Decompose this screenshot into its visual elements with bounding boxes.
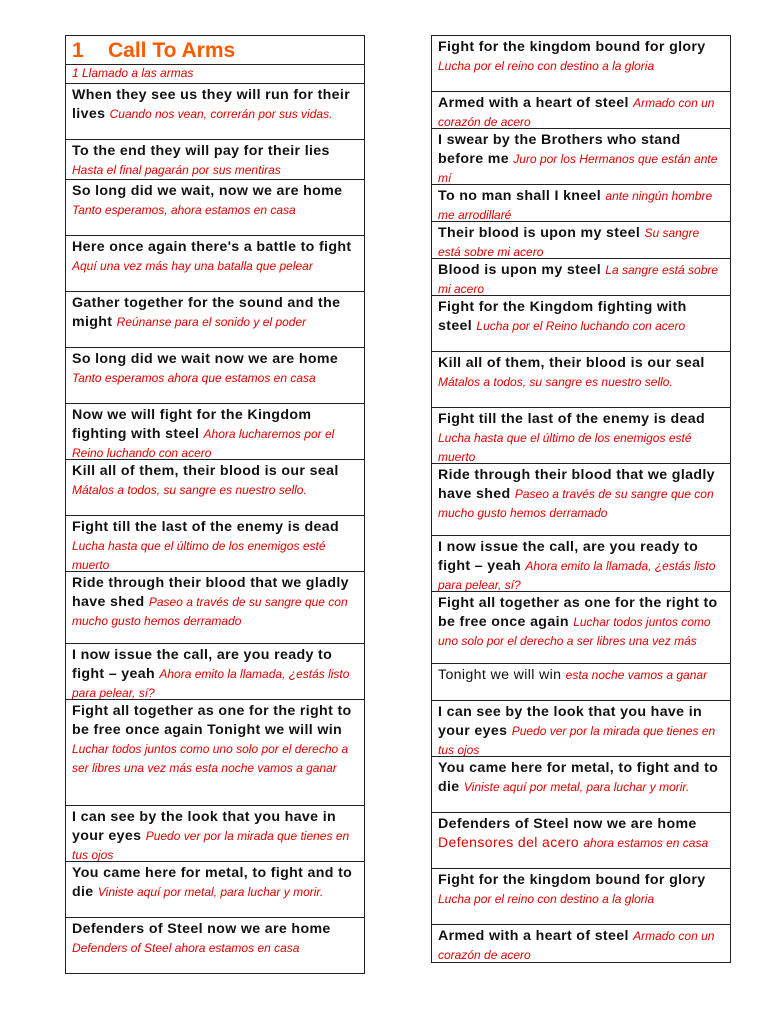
lyric-row (432, 408, 730, 464)
lyrics-column-left (65, 35, 365, 974)
lyric-spanish: Lucha hasta que el último de los enemigos esté muerto (438, 431, 692, 464)
lyric-line (72, 294, 358, 332)
lyric-line (438, 94, 724, 129)
lyric-english: When they see us they will run for their lives (72, 87, 351, 122)
lyric-english: Now we will fight for the Kingdom fighting with steel (72, 407, 312, 442)
lyric-line (438, 298, 724, 336)
lyric-row (432, 757, 730, 813)
lyric-line (438, 38, 724, 76)
lyric-spanish: Armado con un corazón de acero (438, 96, 715, 129)
song-subtitle-cell (66, 65, 364, 84)
lyric-english: To no man shall I kneel (438, 188, 602, 204)
lyric-english: I now issue the call, are you ready to fight – yeah (72, 647, 333, 682)
lyric-row (432, 36, 730, 92)
lyric-english: Fight for the Kingdom fighting with steel (438, 299, 687, 334)
lyric-english: Defenders of Steel now we are home (438, 816, 697, 832)
lyric-row (66, 140, 364, 180)
lyric-row (66, 404, 364, 460)
lyric-line (72, 86, 358, 124)
lyric-english: I can see by the look that you have in your eyes (72, 809, 337, 844)
lyric-spanish: esta noche vamos a ganar (565, 668, 708, 682)
lyric-line (72, 574, 358, 631)
lyric-english: I swear by the Brothers who stand before me (438, 132, 681, 167)
lyric-line (438, 261, 724, 296)
lyric-row (66, 918, 364, 974)
lyric-english: Their blood is upon my steel (438, 225, 641, 241)
lyric-row (432, 592, 730, 664)
lyric-row (432, 259, 730, 296)
lyric-spanish: Viniste aquí por metal, para luchar y morir. (463, 780, 690, 794)
lyric-english: So long did we wait, now we are home (72, 183, 343, 199)
lyric-spanish: Tanto esperamos, ahora estamos en casa (72, 203, 296, 217)
lyric-english: Gather together for the sound and the might (72, 295, 341, 330)
lyric-english: Fight for the kingdom bound for glory (438, 39, 706, 55)
lyric-english: Fight for the kingdom bound for glory (438, 872, 706, 888)
lyric-row (66, 644, 364, 700)
lyric-spanish: Lucha por el reino con destino a la gloria (438, 892, 655, 906)
lyric-spanish: Lucha por el reino con destino a la gloria (438, 59, 655, 73)
lyric-spanish: Armado con un corazón de acero (438, 929, 715, 962)
song-title-cell (66, 36, 364, 65)
lyric-row (432, 185, 730, 222)
lyric-line (438, 187, 724, 222)
lyric-row (432, 352, 730, 408)
lyric-line (72, 406, 358, 460)
lyric-english: Fight all together as one for the right to be free once again Tonight we will win (72, 703, 352, 738)
lyric-row (66, 516, 364, 572)
lyric-spanish: Paseo a través de su sangre que con mucho gusto hemos derramado (438, 487, 714, 520)
lyric-row (432, 701, 730, 757)
lyric-spanish: Lucha por el Reino luchando con acero (476, 319, 686, 333)
lyric-spanish: ante ningún hombre me arrodillaré (438, 189, 713, 222)
lyric-spanish: Paseo a través de su sangre que con mucho gusto hemos derramado (72, 595, 348, 628)
lyric-line (72, 920, 358, 958)
lyric-spanish: Cuando nos vean, correrán por sus vidas. (109, 107, 333, 121)
lyric-english: Fight till the last of the enemy is dead (72, 519, 340, 535)
lyric-line (438, 815, 724, 853)
lyric-line (438, 131, 724, 185)
lyrics-column-right (431, 35, 731, 963)
lyric-english: You came here for metal, to fight and to die (72, 865, 353, 900)
lyric-line (438, 354, 724, 392)
lyric-spanish-highlight: Defensores del acero (438, 834, 580, 850)
lyric-row (66, 460, 364, 516)
lyric-spanish: Aquí una vez más hay una batalla que pelear (72, 259, 313, 273)
lyric-english: Defenders of Steel now we are home (72, 921, 331, 937)
lyric-row (66, 84, 364, 140)
lyric-row (432, 813, 730, 869)
lyric-english: Armed with a heart of steel (438, 95, 629, 111)
lyric-spanish: Hasta el final pagarán por sus mentiras (72, 163, 281, 177)
lyric-row (66, 180, 364, 236)
lyric-spanish: Su sangre está sobre mi acero (438, 226, 700, 259)
lyric-spanish: Mátalos a todos, su sangre es nuestro sello. (72, 483, 307, 497)
lyric-row (432, 222, 730, 259)
lyric-spanish: Ahora emito la llamada, ¿estás listo para pelear, sí? (438, 559, 716, 592)
lyric-spanish: Ahora lucharemos por el Reino luchando con acero (72, 427, 335, 460)
lyric-english: Ride through their blood that we gladly have shed (72, 575, 349, 610)
lyric-spanish: Puedo ver por la mirada que tienes en tus ojos (438, 724, 716, 757)
lyric-english: So long did we wait now we are home (72, 351, 339, 367)
lyric-spanish: Ahora emito la llamada, ¿estás listo para pelear, sí? (72, 667, 350, 700)
lyric-row (432, 925, 730, 963)
lyric-line (438, 594, 724, 651)
lyric-line (72, 702, 358, 778)
lyric-line (438, 666, 724, 685)
lyric-line (72, 350, 358, 388)
lyric-line (438, 410, 724, 464)
lyric-english: Ride through their blood that we gladly have shed (438, 467, 715, 502)
lyric-row (432, 464, 730, 536)
lyric-line (72, 808, 358, 862)
lyric-row (66, 572, 364, 644)
lyric-english: To the end they will pay for their lies (72, 143, 330, 159)
lyric-line (72, 864, 358, 902)
lyric-line (72, 518, 358, 572)
lyric-row (66, 806, 364, 862)
lyric-spanish: Luchar todos juntos como uno solo por el derecho a ser libres una vez más (438, 615, 711, 648)
lyric-row (432, 129, 730, 185)
lyric-row (432, 664, 730, 701)
lyric-spanish: La sangre está sobre mi acero (438, 263, 719, 296)
lyric-spanish: Puedo ver por la mirada que tienes en tus ojos (72, 829, 350, 862)
song-title (72, 37, 358, 64)
lyric-row (66, 348, 364, 404)
lyric-row (432, 869, 730, 925)
lyric-spanish: Defenders of Steel ahora estamos en casa (72, 941, 300, 955)
lyric-line (438, 927, 724, 963)
lyric-spanish: Reúnanse para el sonido y el poder (116, 315, 307, 329)
lyric-row (66, 292, 364, 348)
lyric-line (72, 142, 358, 180)
lyric-row (432, 296, 730, 352)
lyric-english: Blood is upon my steel (438, 262, 601, 278)
lyric-line (438, 224, 724, 259)
lyric-line (438, 759, 724, 797)
lyric-spanish: Juro por los Hermanos que están ante mí (438, 152, 718, 185)
lyric-row (66, 700, 364, 806)
lyric-english: Fight till the last of the enemy is dead (438, 411, 706, 427)
lyric-line (438, 871, 724, 909)
lyric-english: Here once again there's a battle to fight (72, 239, 352, 255)
lyric-english: Armed with a heart of steel (438, 928, 629, 944)
lyric-spanish: Mátalos a todos, su sangre es nuestro sello. (438, 375, 673, 389)
lyric-spanish: Lucha hasta que el último de los enemigos esté muerto (72, 539, 326, 572)
lyric-line (72, 182, 358, 220)
lyric-line (72, 462, 358, 500)
lyric-spanish: Viniste aquí por metal, para luchar y morir. (97, 885, 324, 899)
lyric-english: Tonight we will win (438, 667, 562, 683)
lyric-line (438, 538, 724, 592)
song-title-text: Call To Arms (108, 39, 236, 62)
lyric-row (66, 236, 364, 292)
lyric-english: Kill all of them, their blood is our seal (72, 463, 339, 479)
lyric-row (66, 862, 364, 918)
lyric-spanish: Tanto esperamos ahora que estamos en casa (72, 371, 316, 385)
song-subtitle: 1 Llamado a las armas (72, 66, 194, 80)
lyric-english: Fight all together as one for the right to be free once again (438, 595, 718, 630)
lyric-row (432, 92, 730, 129)
lyric-spanish: ahora estamos en casa (583, 836, 709, 850)
lyric-line (72, 238, 358, 276)
lyric-row (432, 536, 730, 592)
lyric-line (438, 466, 724, 523)
lyric-line (72, 646, 358, 700)
song-number: 1 (72, 39, 84, 62)
lyric-english: You came here for metal, to fight and to die (438, 760, 719, 795)
lyric-spanish: Luchar todos juntos como uno solo por el derecho a ser libres una vez más esta noche vamos a ganar (72, 742, 349, 775)
lyric-english: I now issue the call, are you ready to fight – yeah (438, 539, 699, 574)
lyric-english: Kill all of them, their blood is our seal (438, 355, 705, 371)
lyric-line (438, 703, 724, 757)
lyric-english: I can see by the look that you have in your eyes (438, 704, 703, 739)
